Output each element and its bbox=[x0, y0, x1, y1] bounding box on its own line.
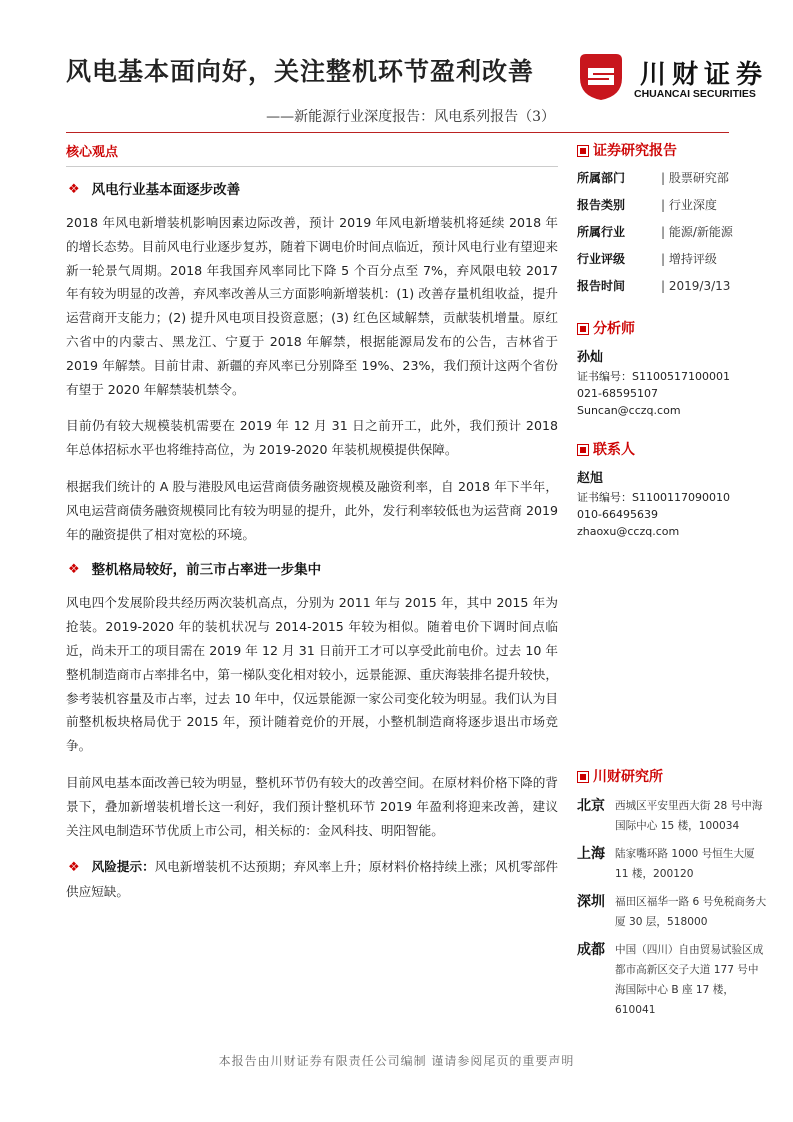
research-institute bbox=[577, 766, 767, 1020]
info-key: 报告时间 bbox=[577, 279, 626, 293]
contact-email[interactable]: zhaoxu@cczq.com bbox=[577, 525, 680, 538]
info-key: 所属部门 bbox=[577, 171, 626, 185]
analyst-phone: 021-68595107 bbox=[577, 387, 658, 400]
report-info-heading-text: 证券研究报告 bbox=[593, 143, 677, 159]
report-info-heading bbox=[577, 140, 767, 162]
header-rule bbox=[66, 132, 729, 133]
info-value: | 股票研究部 bbox=[661, 168, 729, 188]
contact-cert: 证书编号：S1100117090010 bbox=[577, 491, 730, 504]
info-row bbox=[577, 168, 767, 188]
analyst-email[interactable]: Suncan@cczq.com bbox=[577, 404, 681, 417]
logo-chinese-name: 川财证券 bbox=[640, 60, 769, 90]
city-address: 福田区福华一路 6 号免税商务大厦 30 层，518000 bbox=[615, 896, 767, 928]
company-logo bbox=[574, 50, 769, 106]
city-address: 西城区平安里西大街 28 号中海国际中心 15 楼，100034 bbox=[615, 800, 763, 832]
risk-label: 风险提示： bbox=[91, 859, 155, 875]
report-subtitle: ——新能源行业深度报告：风电系列报告（3） bbox=[266, 109, 555, 125]
paragraph: 目前风电基本面改善已较为明显，整机环节仍有较大的改善空间。在原材料价格下降的背景下，叠加新增装机增长这一利好，我们预计整机环节 2019 年盈利将迎来改善，建议关注风电制造环节优质上市公司，相关标的：金风科技、明阳智能。 bbox=[66, 774, 558, 838]
city-name: 北京 bbox=[577, 798, 605, 814]
office-shenzhen bbox=[577, 892, 767, 932]
institute-heading-text: 川财研究所 bbox=[593, 769, 663, 785]
paragraph: 根据我们统计的 A 股与港股风电运营商债务融资规模及融资利率，自 2018 年下半年，风电运营商债务融资规模同比有较为明显的提升，此外，发行利率较低也为运营商 2019 年的融资提供了相对宽松的环境。 bbox=[66, 478, 558, 542]
section-heading bbox=[66, 179, 558, 201]
info-row bbox=[577, 195, 767, 215]
core-views-heading: 核心观点 bbox=[66, 143, 558, 167]
institute-heading bbox=[577, 766, 767, 788]
paragraph: 目前仍有较大规模装机需要在 2019 年 12 月 31 日之前开工，此外，我们预计 2018 年总体招标水平也将维持高位，为 2019-2020 年装机规模提供保障。 bbox=[66, 418, 558, 458]
risk-text: 风电新增装机不达预期；弃风率上升；原材料价格持续上涨；风机零部件供应短缺。 bbox=[66, 859, 559, 900]
report-title: 风电基本面向好，关注整机环节盈利改善 bbox=[66, 57, 535, 86]
city-address: 中国（四川）自由贸易试验区成都市高新区交子大道 177 号中海国际中心 B 座 17 楼，610041 bbox=[615, 944, 764, 1016]
office-chengdu bbox=[577, 940, 767, 1020]
city-address: 陆家嘴环路 1000 号恒生大厦 11 楼，200120 bbox=[615, 848, 755, 880]
square-bullet-icon bbox=[577, 771, 589, 783]
info-row bbox=[577, 249, 767, 269]
diamond-bullet-icon: ❖ bbox=[68, 562, 80, 578]
logo-english-name: CHUANCAI SECURITIES bbox=[634, 88, 756, 100]
info-value: | 增持评级 bbox=[661, 249, 717, 269]
analyst-name: 孙灿 bbox=[577, 350, 604, 365]
contact-heading bbox=[577, 439, 767, 461]
main-content bbox=[66, 140, 558, 917]
office-beijing bbox=[577, 796, 767, 836]
city-name: 深圳 bbox=[577, 894, 605, 910]
contact-heading-text: 联系人 bbox=[593, 442, 635, 458]
office-shanghai bbox=[577, 844, 767, 884]
contact-name: 赵旭 bbox=[577, 471, 604, 486]
info-value: | 能源/新能源 bbox=[661, 222, 733, 242]
page-footer: 本报告由川财证券有限责任公司编制 谨请参阅尾页的重要声明 bbox=[218, 1054, 575, 1068]
info-row bbox=[577, 222, 767, 242]
contact-phone: 010-66495639 bbox=[577, 508, 658, 521]
info-key: 报告类别 bbox=[577, 198, 626, 212]
section-heading bbox=[66, 559, 558, 581]
analyst-heading bbox=[577, 318, 767, 340]
analyst-heading-text: 分析师 bbox=[593, 321, 635, 337]
diamond-bullet-icon: ❖ bbox=[68, 182, 80, 197]
square-bullet-icon bbox=[577, 145, 589, 157]
analyst-cert: 证书编号：S1100517100001 bbox=[577, 370, 730, 383]
logo-mark-icon bbox=[574, 52, 628, 102]
info-key: 行业评级 bbox=[577, 252, 626, 266]
info-row bbox=[577, 276, 767, 296]
paragraph: 2018 年风电新增装机影响因素边际改善，预计 2019 年风电新增装机将延续 2018 年的增长态势。目前风电行业逐步复苏，随着下调电价时间点临近，预计风电行业有望迎来新一轮景气周期。2018 年我国弃风率同比下降 5 个百分点至 7%，弃风限电较 2017 年有较为明显的改善，弃风率改善从三方面影响新增装机：(1) 改善存量机组收益，提升运营商开支能力；(2) 提升风电项目投资意愿；(3) 红色区域解禁，贡献装机增量。原红六省中的内蒙古、黑龙江、宁夏于 2018 年解禁，根据能源局发布的公告，吉林省于 2019 年解禁。目前甘肃、新疆的弃风率已分别降至 19%、23%，我们预计这两个省份有望于 2020 年解禁装机禁令。 bbox=[66, 215, 558, 397]
info-key: 所属行业 bbox=[577, 225, 626, 239]
info-value: | 行业深度 bbox=[661, 195, 717, 215]
square-bullet-icon bbox=[577, 444, 589, 456]
square-bullet-icon bbox=[577, 323, 589, 335]
risk-warning bbox=[66, 855, 558, 904]
city-name: 成都 bbox=[577, 942, 605, 958]
info-value: | 2019/3/13 bbox=[661, 276, 730, 296]
sidebar bbox=[577, 140, 767, 540]
section-heading-text: 整机格局较好，前三市占率进一步集中 bbox=[91, 562, 322, 579]
diamond-bullet-icon: ❖ bbox=[68, 860, 80, 876]
section-heading-text: 风电行业基本面逐步改善 bbox=[91, 182, 241, 198]
paragraph: 风电四个发展阶段共经历两次装机高点，分别为 2011 年与 2015 年，其中 2015 年为抢装。2019-2020 年的装机状况与 2014-2015 年较为相似。随着电价下调时间点临近，尚未开工的项目需在 2019 年 12 月 31 日前开工才可以享受此前电价。过去 10 年整机制造商市占率排名中，第一梯队变化相对较小，远景能源、重庆海装排名提升较快，参考装机容量及市占率，过去 10 年中，仅远景能源一家公司变化较为明显。我们认为目前整机板块格局优于 2015 年，预计随着竞价的开展，小整机制造商将逐步退出市场竞争。 bbox=[66, 595, 558, 754]
city-name: 上海 bbox=[577, 846, 605, 862]
